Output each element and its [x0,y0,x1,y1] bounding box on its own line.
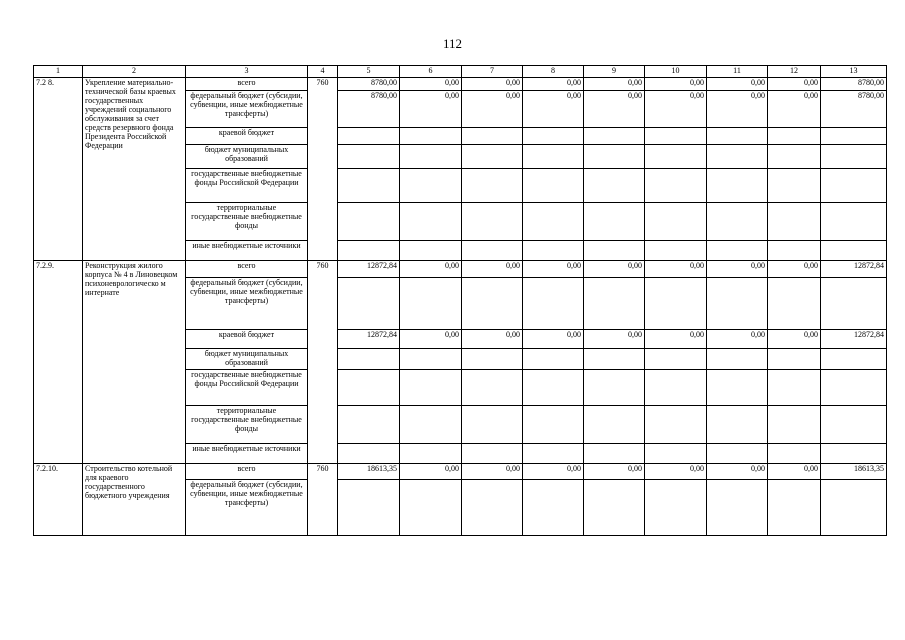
value-cell [707,406,768,444]
value-cell [584,169,645,203]
value-cell [584,145,645,169]
funding-source: государственные внебюджетные фонды Российской Федерации [186,169,308,203]
value-cell [462,278,523,330]
value-cell: 0,00 [462,330,523,349]
value-cell [338,349,400,370]
value-cell [400,278,462,330]
funding-source: федеральный бюджет (субсидии, субвенции, иные межбюджетные трансферты) [186,91,308,128]
value-cell [768,349,821,370]
item-name: Реконструкция жилого корпуса № 4 в Линовецком психоневрологическо м интернате [83,261,186,464]
value-cell: 8780,00 [338,91,400,128]
value-cell: 0,00 [584,78,645,91]
value-cell [821,406,887,444]
funding-source: краевой бюджет [186,128,308,145]
value-cell [462,370,523,406]
value-cell [821,444,887,464]
funding-source: всего [186,261,308,278]
value-cell [584,128,645,145]
value-cell [338,203,400,241]
value-cell [645,278,707,330]
value-cell [462,480,523,536]
column-header: 13 [821,66,887,78]
column-header: 6 [400,66,462,78]
column-header: 8 [523,66,584,78]
value-cell: 0,00 [523,261,584,278]
value-cell: 0,00 [707,78,768,91]
item-name: Укрепление материально-технической базы краевых государственных учреждений социального обслуживания за счет средств резервного фонда Президента Российской Федерации [83,78,186,261]
value-cell: 0,00 [645,330,707,349]
value-cell [523,444,584,464]
column-header: 7 [462,66,523,78]
value-cell: 0,00 [400,91,462,128]
value-cell [400,169,462,203]
value-cell [645,128,707,145]
value-cell [523,349,584,370]
value-cell [523,203,584,241]
value-cell [645,169,707,203]
value-cell [400,128,462,145]
value-cell: 8780,00 [821,91,887,128]
value-cell: 0,00 [707,91,768,128]
table-row [34,78,887,91]
value-cell [338,169,400,203]
value-cell [338,278,400,330]
value-cell: 0,00 [768,330,821,349]
value-cell [462,169,523,203]
value-cell [462,203,523,241]
value-cell [400,370,462,406]
value-cell [707,370,768,406]
value-cell [338,145,400,169]
funding-source: территориальные государственные внебюджетные фонды [186,203,308,241]
value-cell: 0,00 [707,330,768,349]
funding-source: иные внебюджетные источники [186,241,308,261]
value-cell [821,169,887,203]
column-header: 10 [645,66,707,78]
value-cell [462,241,523,261]
value-cell [462,406,523,444]
value-cell [768,444,821,464]
value-cell [707,169,768,203]
value-cell [707,480,768,536]
value-cell: 0,00 [462,261,523,278]
value-cell [821,278,887,330]
value-cell [768,370,821,406]
value-cell: 0,00 [645,261,707,278]
value-cell [584,444,645,464]
value-cell: 0,00 [584,261,645,278]
funding-source: иные внебюджетные источники [186,444,308,464]
value-cell: 0,00 [645,91,707,128]
budget-table [33,65,887,536]
value-cell: 0,00 [584,91,645,128]
value-cell [645,480,707,536]
value-cell [338,444,400,464]
column-header: 12 [768,66,821,78]
value-cell [338,480,400,536]
value-cell: 12872,84 [338,261,400,278]
item-number: 7.2.9. [34,261,83,464]
value-cell [707,145,768,169]
value-cell: 0,00 [523,78,584,91]
item-code: 760 [308,261,338,464]
value-cell [400,241,462,261]
value-cell [645,370,707,406]
value-cell [400,145,462,169]
value-cell: 0,00 [462,464,523,480]
value-cell: 8780,00 [821,78,887,91]
value-cell [768,241,821,261]
value-cell [821,128,887,145]
table-row [34,261,887,278]
value-cell [400,480,462,536]
value-cell: 12872,84 [821,330,887,349]
value-cell [768,169,821,203]
value-cell [707,444,768,464]
value-cell: 18613,35 [338,464,400,480]
item-number: 7.2 8. [34,78,83,261]
value-cell: 0,00 [400,78,462,91]
value-cell: 0,00 [400,261,462,278]
item-number: 7.2.10. [34,464,83,536]
value-cell [584,241,645,261]
value-cell: 0,00 [645,464,707,480]
value-cell [707,278,768,330]
header-row [34,66,887,78]
funding-source: краевой бюджет [186,330,308,349]
value-cell [821,480,887,536]
value-cell: 0,00 [584,464,645,480]
value-cell [821,203,887,241]
value-cell: 0,00 [768,261,821,278]
value-cell: 0,00 [768,91,821,128]
value-cell: 12872,84 [821,261,887,278]
value-cell [768,480,821,536]
value-cell [584,278,645,330]
funding-source: всего [186,464,308,480]
value-cell [707,203,768,241]
value-cell [523,241,584,261]
column-header: 3 [186,66,308,78]
value-cell [584,370,645,406]
funding-source: бюджет муниципальных образований [186,145,308,169]
value-cell: 0,00 [400,464,462,480]
value-cell: 0,00 [523,464,584,480]
value-cell: 12872,84 [338,330,400,349]
value-cell [462,145,523,169]
value-cell [338,370,400,406]
value-cell: 0,00 [400,330,462,349]
value-cell: 0,00 [462,78,523,91]
value-cell: 0,00 [645,78,707,91]
value-cell [707,128,768,145]
value-cell: 0,00 [768,464,821,480]
value-cell: 0,00 [462,91,523,128]
value-cell [338,241,400,261]
value-cell [821,349,887,370]
value-cell [523,480,584,536]
value-cell [523,128,584,145]
value-cell [707,241,768,261]
value-cell [768,203,821,241]
value-cell [338,406,400,444]
value-cell: 0,00 [523,330,584,349]
value-cell [821,241,887,261]
value-cell [462,444,523,464]
value-cell [768,406,821,444]
value-cell [523,278,584,330]
item-code: 760 [308,464,338,536]
value-cell [645,444,707,464]
value-cell [821,145,887,169]
value-cell [462,349,523,370]
column-header: 5 [338,66,400,78]
column-header: 9 [584,66,645,78]
value-cell: 0,00 [523,91,584,128]
page-number: 112 [442,36,463,51]
column-header: 1 [34,66,83,78]
value-cell [338,128,400,145]
column-header: 11 [707,66,768,78]
value-cell [523,406,584,444]
value-cell [584,406,645,444]
value-cell [523,145,584,169]
funding-source: территориальные государственные внебюджетные фонды [186,406,308,444]
value-cell [768,145,821,169]
value-cell [707,349,768,370]
item-name: Строительство котельной для краевого государственного бюджетного учреждения [83,464,186,536]
value-cell [645,241,707,261]
value-cell: 0,00 [707,464,768,480]
value-cell [400,444,462,464]
value-cell [645,406,707,444]
value-cell [400,406,462,444]
value-cell: 8780,00 [338,78,400,91]
column-header: 2 [83,66,186,78]
value-cell: 0,00 [768,78,821,91]
value-cell [768,128,821,145]
value-cell [400,349,462,370]
value-cell [584,349,645,370]
value-cell [584,480,645,536]
funding-source: федеральный бюджет (субсидии, субвенции, иные межбюджетные трансферты) [186,278,308,330]
value-cell [768,278,821,330]
value-cell [523,169,584,203]
value-cell [645,349,707,370]
value-cell [645,145,707,169]
item-code: 760 [308,78,338,261]
column-header: 4 [308,66,338,78]
funding-source: всего [186,78,308,91]
value-cell: 0,00 [707,261,768,278]
value-cell [645,203,707,241]
value-cell [400,203,462,241]
funding-source: федеральный бюджет (субсидии, субвенции, иные межбюджетные трансферты) [186,480,308,536]
funding-source: государственные внебюджетные фонды Российской Федерации [186,370,308,406]
value-cell [462,128,523,145]
funding-source: бюджет муниципальных образований [186,349,308,370]
table-row [34,464,887,480]
value-cell [584,203,645,241]
value-cell [523,370,584,406]
value-cell: 0,00 [584,330,645,349]
value-cell: 18613,35 [821,464,887,480]
value-cell [821,370,887,406]
